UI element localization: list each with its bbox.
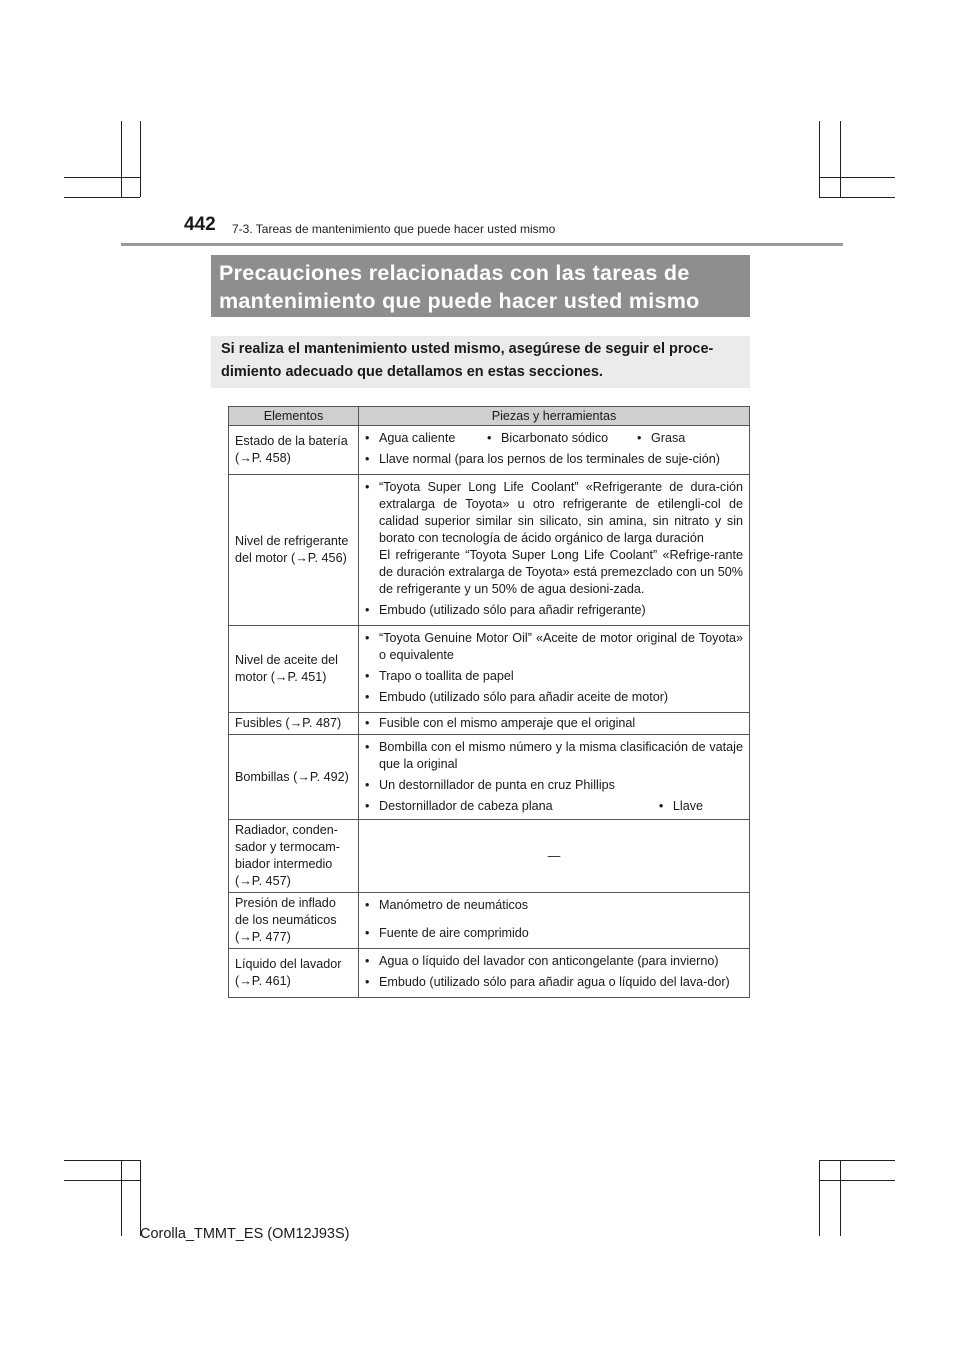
tools-cell (359, 426, 750, 475)
item-cell (229, 820, 359, 893)
item-label: Estado de la batería (235, 434, 348, 448)
tools-cell (359, 475, 750, 626)
item-label: Nivel de refrigerante (235, 534, 349, 548)
empty-cell-dash: — (359, 820, 750, 893)
column-header-tools: Piezas y herramientas (359, 407, 750, 426)
tool-item: • Trapo o toallita de papel (365, 668, 743, 685)
tool-note: El refrigerante “Toyota Super Long Life Coolant” «Refrige-rante de duración extralarga de Toyota» está premezclado con un 50% de refrigerante y un 50% de agua desioni-zada. (379, 548, 743, 596)
tool-item: • Agua caliente (365, 430, 487, 447)
tool-item: • Fuente de aire comprimido (365, 925, 743, 942)
crop-mark (64, 177, 140, 178)
item-label: sador y termocam- (235, 840, 340, 854)
tools-cell (359, 893, 750, 949)
crop-mark (819, 121, 820, 197)
item-label: biador intermedio (235, 857, 333, 871)
page-title-line-1: Precauciones relacionadas con las tareas de (219, 261, 690, 285)
tool-item (365, 479, 743, 598)
crop-mark (819, 197, 895, 198)
tool-item: • “Toyota Genuine Motor Oil” «Aceite de motor original de Toyota» o equivalente (365, 630, 743, 664)
crop-mark (819, 1160, 895, 1161)
footer-model-code: Corolla_TMMT_ES (OM12J93S) (140, 1226, 350, 1242)
item-cell (229, 713, 359, 735)
tool-item: • Agua o líquido del lavador con anticongelante (para invierno) (365, 953, 743, 970)
crop-mark (64, 197, 140, 198)
header-rule (121, 243, 843, 246)
item-label: Radiador, conden- (235, 823, 338, 837)
crop-mark (840, 121, 841, 197)
item-cell (229, 949, 359, 998)
intro-line-1: Si realiza el mantenimiento usted mismo, asegúrese de seguir el proce- (221, 341, 714, 357)
crop-mark (819, 1160, 820, 1236)
table-row (229, 713, 750, 735)
page-reference-link[interactable]: (→P. 457) (235, 874, 291, 888)
crop-mark (121, 121, 122, 197)
tool-item: • Embudo (utilizado sólo para añadir aceite de motor) (365, 689, 743, 706)
tool-item: • Grasa (637, 430, 685, 447)
crop-mark (840, 1160, 841, 1236)
tool-item: • Destornillador de cabeza plana (365, 798, 553, 815)
item-label: Líquido del lavador (235, 957, 342, 971)
page-number: 442 (184, 214, 216, 235)
page-reference-link[interactable]: motor (→P. 451) (235, 670, 327, 684)
tools-cell (359, 735, 750, 820)
tool-text: “Toyota Super Long Life Coolant” «Refrigerante de dura-ción extralarga de Toyota» u otro refrigerante de etilengli-col de calidad superior similar sin silicato, sin amina, sin nitrato y sin borato con tecnología de ácido orgánico de larga duración (379, 480, 743, 545)
page-reference-link[interactable]: del motor (→P. 456) (235, 551, 347, 565)
item-cell (229, 893, 359, 949)
table-row (229, 626, 750, 713)
page-title (211, 255, 750, 317)
tool-item: • Manómetro de neumáticos (365, 897, 743, 914)
item-label: Nivel de aceite del (235, 653, 338, 667)
item-label: Presión de inflado (235, 896, 336, 910)
table-header-row (229, 407, 750, 426)
crop-mark (140, 1160, 141, 1236)
crop-mark (64, 1180, 140, 1181)
crop-mark (64, 1160, 140, 1161)
page-reference-link[interactable]: (→P. 461) (235, 974, 291, 988)
table-row (229, 820, 750, 893)
tool-item: • Embudo (utilizado sólo para añadir agua o líquido del lava-dor) (365, 974, 743, 991)
tools-cell (359, 713, 750, 735)
page-reference-link[interactable]: Bombillas (→P. 492) (235, 769, 349, 784)
tool-item: • Bombilla con el mismo número y la misma clasificación de vataje que la original (365, 739, 743, 773)
table-row (229, 475, 750, 626)
tool-item: • Fusible con el mismo amperaje que el original (365, 715, 743, 732)
page-title-line-2: mantenimiento que puede hacer usted mismo (219, 289, 700, 313)
page-reference-link[interactable]: (→P. 458) (235, 451, 291, 465)
crop-mark (819, 177, 895, 178)
table-row (229, 426, 750, 475)
item-cell (229, 735, 359, 820)
column-header-items: Elementos (229, 407, 359, 426)
tools-cell (359, 626, 750, 713)
crop-mark (140, 121, 141, 197)
item-label: de los neumáticos (235, 913, 337, 927)
table-row (229, 893, 750, 949)
item-cell (229, 626, 359, 713)
table-row (229, 735, 750, 820)
table-row (229, 949, 750, 998)
crop-mark (819, 1180, 895, 1181)
tool-item: • Llave (659, 798, 703, 815)
intro-line-2: dimiento adecuado que detallamos en estas secciones. (221, 364, 603, 380)
item-cell (229, 475, 359, 626)
tool-item: • Embudo (utilizado sólo para añadir refrigerante) (365, 602, 743, 619)
tool-item: • Llave normal (para los pernos de los terminales de suje-ción) (365, 451, 743, 468)
tool-item: • Bicarbonato sódico (487, 430, 637, 447)
page-reference-link[interactable]: (→P. 477) (235, 930, 291, 944)
item-cell (229, 426, 359, 475)
crop-mark (121, 1160, 122, 1236)
tool-item: • Un destornillador de punta en cruz Phillips (365, 777, 743, 794)
maintenance-table (228, 406, 750, 998)
section-label: 7-3. Tareas de mantenimiento que puede hacer usted mismo (232, 222, 556, 236)
intro-note (211, 336, 750, 388)
page-reference-link[interactable]: Fusibles (→P. 487) (235, 716, 342, 730)
tools-cell (359, 949, 750, 998)
